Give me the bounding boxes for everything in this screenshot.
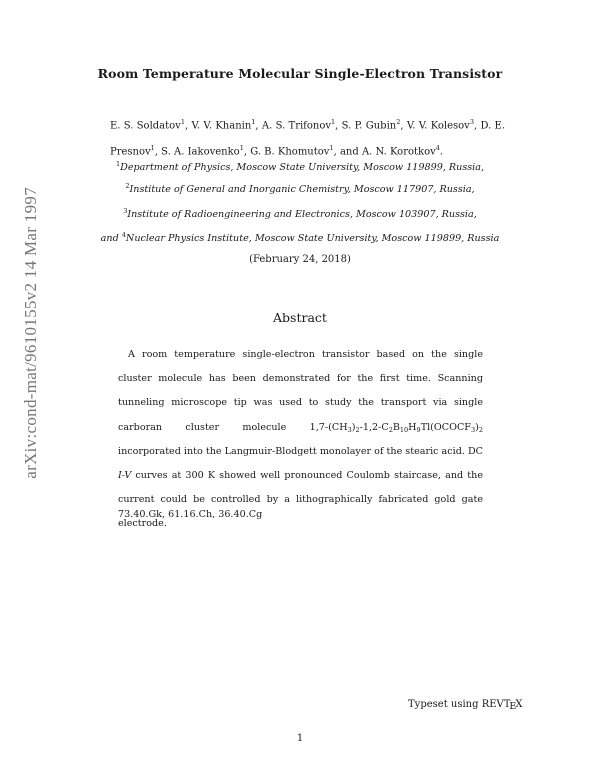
abstract-heading: Abstract bbox=[273, 310, 327, 325]
author-list: E. S. Soldatov$^1$, V. V. Khanin$^1$, A. S. Trifonov$^1$, S. P. Gubin$^2$, V. V. Kolesov$^3$, D. E. Presnov$^1$, S. A. Iakovenko$^1$, G. B. Khomutov$^1$, and A. N. Korotkov$^4$. bbox=[110, 118, 506, 158]
date: (February 24, 2018) bbox=[249, 254, 351, 265]
author: S. A. Iakovenko bbox=[161, 146, 240, 158]
arxiv-identifier: arXiv:cond-mat/9610155v2 14 Mar 1997 bbox=[21, 187, 40, 479]
affiliation-text: Institute of General and Inorganic Chemistry, Moscow 117907, Russia, bbox=[129, 184, 475, 196]
author: S. P. Gubin bbox=[341, 120, 397, 132]
affiliation-number: 3 bbox=[123, 207, 128, 215]
affiliation-number: 1 bbox=[116, 160, 121, 168]
author: V. V. Kolesov bbox=[406, 120, 470, 132]
affiliation-text: Institute of Radioengineering and Electronics, Moscow 103907, Russia, bbox=[127, 209, 477, 221]
affiliation-number: 2 bbox=[125, 182, 130, 190]
author-affiliation-mark: 1 bbox=[331, 118, 336, 126]
affiliation bbox=[0, 231, 600, 244]
typeset-note: Typeset using REVTEX bbox=[408, 699, 523, 712]
author-affiliation-mark: 3 bbox=[469, 118, 474, 126]
author-affiliation-mark: 1 bbox=[329, 144, 334, 153]
author-affiliation-mark: 2 bbox=[396, 118, 401, 126]
affiliation bbox=[0, 182, 600, 195]
affiliation-text: Nuclear Physics Institute, Moscow State University, Moscow 119899, Russia bbox=[125, 233, 500, 245]
author: A. S. Trifonov bbox=[261, 120, 332, 132]
page-number: 1 bbox=[296, 733, 304, 744]
author-affiliation-mark: 4 bbox=[435, 144, 440, 153]
abstract-body: A room temperature single-electron transistor based on the single cluster molecule has been demonstrated for the first time. Scanning tunneling microscope tip was used to study the transport via single carboran cluster molecule $1,7-(CH_3)_2-1,2-C_2B_{10}H_9Tl(OCOCF_3)_2$ incorporated into the Langmuir-Blodgett monolayer of the stearic acid. DC I-V curves at 300 K showed well pronounced Coulomb staircase, and the current could be controlled by a lithographically fabricated gold gate electrode. bbox=[118, 349, 483, 530]
affiliation-text: Department of Physics, Moscow State University, Moscow 119899, Russia, bbox=[120, 162, 484, 174]
author-affiliation-mark: 1 bbox=[150, 144, 155, 153]
author: V. V. Khanin bbox=[191, 120, 252, 132]
author-affiliation-mark: 1 bbox=[180, 118, 185, 126]
author-affiliation-mark: 1 bbox=[239, 144, 244, 153]
affiliation bbox=[0, 207, 600, 220]
affiliation bbox=[0, 160, 600, 173]
author: G. B. Khomutov bbox=[250, 146, 330, 158]
pacs-codes: 73.40.Gk, 61.16.Ch, 36.40.Cg bbox=[118, 509, 263, 520]
affiliation-prefix: and bbox=[100, 233, 119, 245]
author-conjunction: and bbox=[339, 146, 359, 158]
author: A. N. Korotkov bbox=[361, 146, 436, 158]
affiliation-number: 4 bbox=[121, 231, 126, 239]
author-affiliation-mark: 1 bbox=[251, 118, 256, 126]
author: E. S. Soldatov bbox=[110, 120, 181, 132]
paper-title: Room Temperature Molecular Single-Electron Transistor bbox=[97, 66, 503, 81]
